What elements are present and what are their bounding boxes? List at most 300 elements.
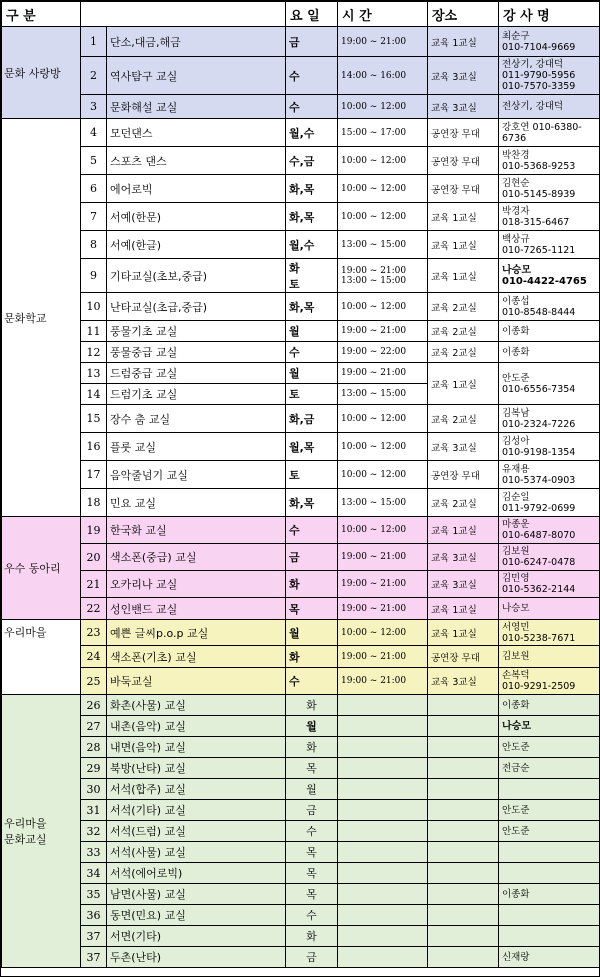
class-day: 금	[286, 544, 338, 571]
teacher-cell	[499, 363, 600, 405]
class-day: 목	[286, 884, 338, 905]
class-day: 수	[286, 57, 338, 95]
teacher-cell	[499, 231, 600, 259]
class-name: 서면(기타)	[107, 926, 286, 947]
class-place	[428, 800, 499, 821]
teacher-name: 이종섭	[502, 295, 530, 307]
class-day: 월	[286, 779, 338, 800]
class-day: 목	[286, 598, 338, 620]
table-row	[2, 947, 600, 968]
table-row	[2, 293, 600, 321]
class-day: 화,금	[286, 405, 338, 433]
class-name: 두촌(난타)	[107, 947, 286, 968]
class-time: 14:00 ~ 16:00	[338, 57, 428, 95]
class-place	[428, 926, 499, 947]
row-number: 14	[81, 384, 107, 405]
category-cell: 우수 동아리	[2, 517, 81, 620]
class-time: 13:00 ~ 15:00	[338, 489, 428, 517]
teacher-cell	[499, 737, 600, 758]
row-number: 31	[81, 800, 107, 821]
class-day: 월	[286, 321, 338, 342]
class-place: 공연장 무대	[428, 175, 499, 203]
class-time	[338, 947, 428, 968]
class-name: 서예(한문)	[107, 203, 286, 231]
row-number: 24	[81, 646, 107, 668]
table-row	[2, 716, 600, 737]
class-name: 서석(드럼) 교실	[107, 821, 286, 842]
class-name: 성인밴드 교실	[107, 598, 286, 620]
teacher-phone: 010-4422-4765	[502, 275, 587, 287]
row-number: 28	[81, 737, 107, 758]
category-cell: 우리마을	[2, 620, 81, 695]
class-time	[338, 758, 428, 779]
row-number: 16	[81, 433, 107, 461]
row-number: 21	[81, 571, 107, 598]
class-day: 수	[286, 905, 338, 926]
table-row	[2, 863, 600, 884]
teacher-name: 안도준	[502, 825, 530, 837]
class-place: 공연장 무대	[428, 119, 499, 147]
teacher-cell	[499, 598, 600, 620]
row-number: 11	[81, 321, 107, 342]
class-place	[428, 737, 499, 758]
class-place: 교육 1교실	[428, 231, 499, 259]
teacher-phone: 010-9291-2509	[502, 681, 576, 692]
teacher-phone: 018-315-6467	[502, 216, 570, 228]
class-place: 교육 2교실	[428, 489, 499, 517]
row-number: 18	[81, 489, 107, 517]
table-row	[2, 461, 600, 489]
row-number: 23	[81, 620, 107, 646]
class-day: 목	[286, 863, 338, 884]
teacher-phone: 010-7570-3359	[502, 81, 576, 92]
teacher-name: 강호연 010-6380-	[502, 121, 582, 133]
class-day: 금	[286, 947, 338, 968]
class-name: 서석(합주) 교실	[107, 779, 286, 800]
row-number: 20	[81, 544, 107, 571]
class-day: 금	[286, 800, 338, 821]
class-day: 월,수	[286, 231, 338, 259]
class-day: 수	[286, 668, 338, 695]
class-time: 10:00 ~ 12:00	[338, 405, 428, 433]
row-number: 33	[81, 842, 107, 863]
teacher-name: 서영민	[502, 621, 530, 633]
row-number: 8	[81, 231, 107, 259]
class-time	[338, 821, 428, 842]
class-time: 19:00 ~ 21:00	[338, 363, 428, 384]
table-row	[2, 147, 600, 175]
class-name: 드럼기초 교실	[107, 384, 286, 405]
class-day: 수	[286, 821, 338, 842]
class-place: 교육 3교실	[428, 571, 499, 598]
class-time-2: 13:00 ~ 15:00	[341, 275, 407, 286]
class-name: 에어로빅	[107, 175, 286, 203]
class-name: 바둑교실	[107, 668, 286, 695]
row-number: 10	[81, 293, 107, 321]
class-day: 월	[286, 620, 338, 646]
table-row	[2, 926, 600, 947]
teacher-cell	[499, 716, 600, 737]
teacher-name: 나승모	[502, 603, 530, 614]
teacher-name: 이종화	[502, 346, 530, 358]
row-number: 15	[81, 405, 107, 433]
class-time: 10:00 ~ 12:00	[338, 461, 428, 489]
class-name: 화촌(사물) 교실	[107, 695, 286, 716]
class-day-1: 화	[289, 261, 300, 275]
teacher-cell	[499, 863, 600, 884]
row-number: 13	[81, 363, 107, 384]
class-name: 플룻 교실	[107, 433, 286, 461]
teacher-cell	[499, 800, 600, 821]
class-time	[338, 926, 428, 947]
class-name: 단소,대금,해금	[107, 27, 286, 57]
class-name: 기타교실(초보,중급)	[107, 259, 286, 293]
teacher-cell	[499, 905, 600, 926]
class-name: 모던댄스	[107, 119, 286, 147]
table-row	[2, 821, 600, 842]
class-time: 19:00 ~ 22:00	[338, 342, 428, 363]
class-name: 민요 교실	[107, 489, 286, 517]
teacher-cell	[499, 926, 600, 947]
class-day	[286, 259, 338, 293]
header-day: 요 일	[286, 2, 338, 27]
class-day: 월,목	[286, 433, 338, 461]
row-number: 17	[81, 461, 107, 489]
class-name: 풍물기초 교실	[107, 321, 286, 342]
table-row	[2, 884, 600, 905]
class-place	[428, 863, 499, 884]
teacher-cell	[499, 544, 600, 571]
teacher-cell	[499, 842, 600, 863]
class-place: 교육 1교실	[428, 27, 499, 57]
class-time	[338, 737, 428, 758]
class-time: 19:00 ~ 21:00	[338, 544, 428, 571]
header-time: 시 간	[338, 2, 428, 27]
category-line-2: 문화교실	[4, 833, 47, 846]
teacher-name: 박찬경	[502, 149, 530, 161]
row-number: 37	[81, 926, 107, 947]
teacher-name: 김복남	[502, 407, 530, 419]
row-number: 5	[81, 147, 107, 175]
class-name: 서예(한글)	[107, 231, 286, 259]
teacher-name: 전상기, 강대덕	[502, 59, 564, 70]
class-time	[338, 905, 428, 926]
class-time: 10:00 ~ 12:00	[338, 293, 428, 321]
teacher-cell	[499, 203, 600, 231]
class-day: 화,목	[286, 293, 338, 321]
teacher-cell	[499, 175, 600, 203]
class-place: 공연장 무대	[428, 461, 499, 489]
teacher-name: 안도준	[502, 804, 530, 816]
class-name: 동면(민요) 교실	[107, 905, 286, 926]
row-number: 19	[81, 517, 107, 544]
teacher-phone: 010-6247-0478	[502, 557, 576, 568]
table-row	[2, 598, 600, 620]
teacher-cell	[499, 119, 600, 147]
teacher-phone: 010-7265-1121	[502, 244, 576, 256]
class-day: 수	[286, 517, 338, 544]
header-category: 구 분	[2, 2, 81, 27]
teacher-cell	[499, 646, 600, 668]
teacher-cell	[499, 321, 600, 342]
row-number: 4	[81, 119, 107, 147]
teacher-name: 백상규	[502, 233, 530, 245]
class-place: 공연장 무대	[428, 147, 499, 175]
teacher-name: 신재랑	[502, 951, 530, 963]
class-place: 교육 2교실	[428, 321, 499, 342]
teacher-name: 김순일	[502, 491, 530, 503]
class-place: 교육 1교실	[428, 598, 499, 620]
class-place: 교육 3교실	[428, 668, 499, 695]
class-day: 토	[286, 384, 338, 405]
class-name: 음악줄넘기 교실	[107, 461, 286, 489]
header-blank	[81, 2, 286, 27]
teacher-name: 이종화	[502, 699, 530, 711]
teacher-cell	[499, 342, 600, 363]
teacher-phone: 6736	[502, 132, 527, 144]
class-day: 월,수	[286, 119, 338, 147]
row-number: 26	[81, 695, 107, 716]
class-day: 화	[286, 926, 338, 947]
table-row	[2, 342, 600, 363]
class-time	[338, 259, 428, 293]
class-day: 월	[286, 363, 338, 384]
table-row	[2, 646, 600, 668]
class-name: 내촌(음악) 교실	[107, 716, 286, 737]
class-place	[428, 821, 499, 842]
class-place: 교육 2교실	[428, 342, 499, 363]
class-day: 수	[286, 342, 338, 363]
table-row	[2, 758, 600, 779]
class-place	[428, 905, 499, 926]
teacher-name: 이종화	[502, 325, 530, 337]
table-row	[2, 433, 600, 461]
class-time	[338, 884, 428, 905]
row-number: 27	[81, 716, 107, 737]
class-name: 장수 춤 교실	[107, 405, 286, 433]
table-row	[2, 57, 600, 95]
teacher-cell	[499, 433, 600, 461]
class-time	[338, 863, 428, 884]
table-row	[2, 405, 600, 433]
row-number: 25	[81, 668, 107, 695]
teacher-cell	[499, 95, 600, 119]
class-name: 오카리나 교실	[107, 571, 286, 598]
row-number: 29	[81, 758, 107, 779]
class-time: 10:00 ~ 12:00	[338, 620, 428, 646]
class-time: 19:00 ~ 21:00	[338, 646, 428, 668]
class-name: 스포츠 댄스	[107, 147, 286, 175]
teacher-phone: 010-5374-0903	[502, 474, 576, 486]
row-number: 36	[81, 905, 107, 926]
class-day: 토	[286, 461, 338, 489]
row-number: 37	[81, 947, 107, 968]
teacher-name: 손복덕	[502, 670, 530, 681]
class-time	[338, 695, 428, 716]
class-time	[338, 800, 428, 821]
class-name: 서석(사물) 교실	[107, 842, 286, 863]
table-row	[2, 203, 600, 231]
teacher-phone: 010-6556-7354	[502, 383, 576, 395]
class-place: 공연장 무대	[428, 646, 499, 668]
row-number: 35	[81, 884, 107, 905]
class-name: 문화해설 교실	[107, 95, 286, 119]
table-row	[2, 905, 600, 926]
teacher-name: 안도준	[502, 741, 530, 753]
table-row	[2, 544, 600, 571]
row-number: 22	[81, 598, 107, 620]
class-time: 10:00 ~ 12:00	[338, 517, 428, 544]
category-cell: 문화학교	[2, 119, 81, 517]
class-time: 19:00 ~ 21:00	[338, 598, 428, 620]
teacher-phone: 010-5145-8939	[502, 188, 576, 200]
row-number: 6	[81, 175, 107, 203]
class-day: 화	[286, 646, 338, 668]
class-place	[428, 947, 499, 968]
teacher-phone: 010-2324-7226	[502, 418, 576, 430]
class-time: 15:00 ~ 17:00	[338, 119, 428, 147]
teacher-cell	[499, 571, 600, 598]
class-name: 풍물중급 교실	[107, 342, 286, 363]
teacher-cell	[499, 884, 600, 905]
teacher-cell	[499, 147, 600, 175]
class-time: 10:00 ~ 12:00	[338, 147, 428, 175]
class-name: 드럼중급 교실	[107, 363, 286, 384]
class-place: 교육 1교실	[428, 203, 499, 231]
header-row	[2, 2, 600, 27]
teacher-name: 안도준	[502, 372, 530, 384]
teacher-name: 김보원	[502, 546, 530, 557]
class-time-1: 19:00 ~ 21:00	[341, 265, 407, 276]
teacher-phone: 010-6487-8070	[502, 530, 576, 541]
class-name: 남면(사물) 교실	[107, 884, 286, 905]
class-place	[428, 779, 499, 800]
teacher-cell	[499, 695, 600, 716]
teacher-cell	[499, 947, 600, 968]
class-place	[428, 842, 499, 863]
class-name: 서석(기타) 교실	[107, 800, 286, 821]
class-day: 금	[286, 27, 338, 57]
row-number: 9	[81, 259, 107, 293]
class-name: 역사탐구 교실	[107, 57, 286, 95]
table-row	[2, 259, 600, 293]
class-day-2: 토	[289, 277, 300, 291]
class-place	[428, 695, 499, 716]
teacher-cell	[499, 259, 600, 293]
teacher-cell	[499, 27, 600, 57]
class-name: 한국화 교실	[107, 517, 286, 544]
class-time	[338, 842, 428, 863]
class-day: 목	[286, 758, 338, 779]
class-place: 교육 2교실	[428, 293, 499, 321]
class-name: 내면(음악) 교실	[107, 737, 286, 758]
teacher-name: 김보원	[502, 651, 530, 662]
class-day: 화	[286, 737, 338, 758]
class-place: 교육 3교실	[428, 544, 499, 571]
class-name: 예쁜 글씨p.o.p 교실	[107, 620, 286, 646]
teacher-name: 마종운	[502, 519, 530, 530]
table-row	[2, 620, 600, 646]
class-day: 화,목	[286, 489, 338, 517]
class-day: 화	[286, 571, 338, 598]
teacher-cell	[499, 517, 600, 544]
teacher-phone: 011-9792-0699	[502, 502, 576, 514]
header-place: 장소	[428, 2, 499, 27]
class-place: 교육 3교실	[428, 433, 499, 461]
table-row	[2, 571, 600, 598]
row-number: 1	[81, 27, 107, 57]
table-row	[2, 695, 600, 716]
class-place: 교육 2교실	[428, 405, 499, 433]
teacher-name: 나승모	[502, 720, 531, 732]
class-place	[428, 884, 499, 905]
table-row	[2, 779, 600, 800]
class-time	[338, 716, 428, 737]
class-name: 북방(난타) 교실	[107, 758, 286, 779]
class-day: 수,금	[286, 147, 338, 175]
class-name: 색소폰(기초) 교실	[107, 646, 286, 668]
header-teacher: 강 사 명	[499, 2, 600, 27]
schedule-table	[1, 1, 600, 968]
class-day: 화	[286, 695, 338, 716]
table-row	[2, 737, 600, 758]
category-cell	[2, 695, 81, 968]
category-line-1: 우리마을	[4, 817, 47, 830]
row-number: 34	[81, 863, 107, 884]
class-place: 교육 3교실	[428, 95, 499, 119]
table-row	[2, 363, 600, 384]
teacher-name: 최순구	[502, 30, 530, 42]
teacher-name: 박경자	[502, 205, 530, 217]
class-time: 13:00 ~ 15:00	[338, 231, 428, 259]
teacher-cell	[499, 668, 600, 695]
teacher-cell	[499, 57, 600, 95]
teacher-cell	[499, 405, 600, 433]
class-name: 색소폰(중급) 교실	[107, 544, 286, 571]
teacher-phone: 010-7104-9669	[502, 41, 576, 53]
teacher-name: 김성아	[502, 435, 530, 447]
teacher-phone: 010-5368-9253	[502, 160, 576, 172]
row-number: 12	[81, 342, 107, 363]
teacher-cell	[499, 461, 600, 489]
teacher-name: 전금순	[502, 762, 530, 774]
table-row	[2, 27, 600, 57]
teacher-cell	[499, 821, 600, 842]
table-row	[2, 489, 600, 517]
teacher-cell	[499, 620, 600, 646]
row-number: 30	[81, 779, 107, 800]
table-row	[2, 231, 600, 259]
class-time: 19:00 ~ 21:00	[338, 668, 428, 695]
teacher-phone: 011-9790-5956	[502, 70, 576, 81]
teacher-name: 이종화	[502, 888, 530, 900]
table-row	[2, 517, 600, 544]
teacher-name: 김현순	[502, 177, 530, 189]
class-time: 10:00 ~ 12:00	[338, 175, 428, 203]
row-number: 2	[81, 57, 107, 95]
class-time: 10:00 ~ 12:00	[338, 203, 428, 231]
class-day: 화,목	[286, 203, 338, 231]
class-name: 난타교실(초급,중급)	[107, 293, 286, 321]
class-day: 목	[286, 842, 338, 863]
table-row	[2, 321, 600, 342]
teacher-phone: 010-5238-7671	[502, 632, 576, 644]
row-number: 7	[81, 203, 107, 231]
teacher-name: 전상기, 강대덕	[502, 101, 564, 112]
class-name: 서석(에어로빅)	[107, 863, 286, 884]
teacher-name: 나승모	[502, 264, 531, 276]
class-time: 13:00 ~ 15:00	[338, 384, 428, 405]
